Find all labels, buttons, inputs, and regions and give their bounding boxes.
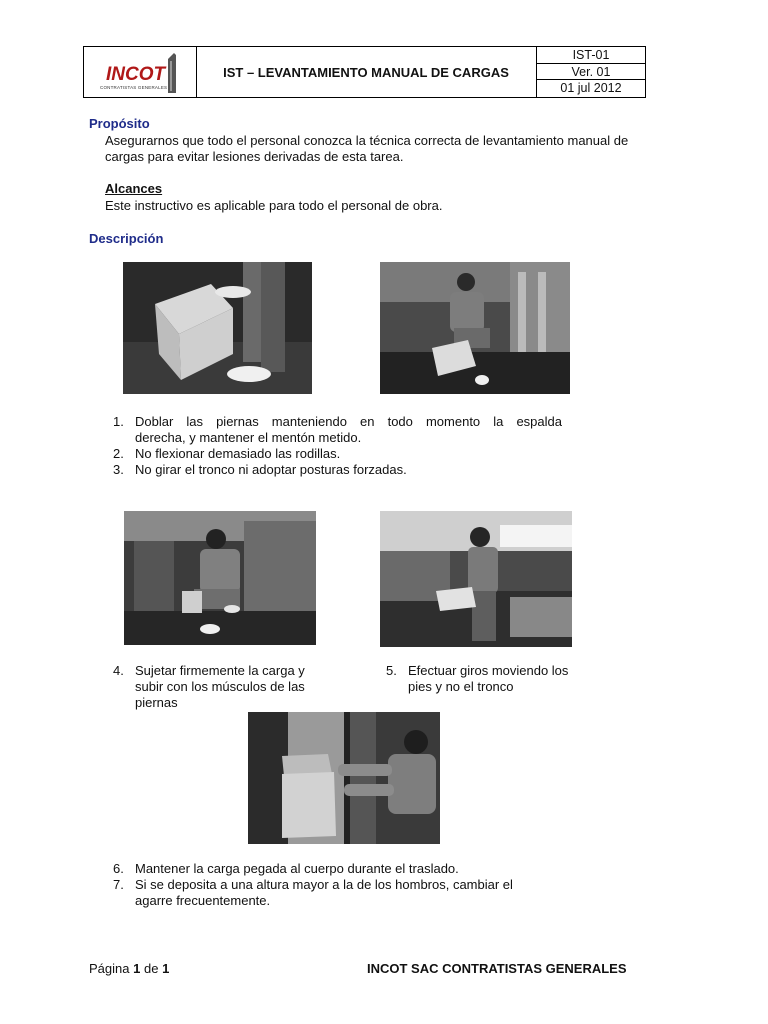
- logo-text: INCOT: [106, 64, 166, 85]
- step-number: 6.: [113, 861, 124, 876]
- photo-man-turning: [380, 511, 572, 647]
- document-version: Ver. 01: [537, 64, 645, 81]
- proposito-line-1: Asegurarnos que todo el personal conozca la técnica correcta de levantamiento manual de: [105, 133, 629, 148]
- step-number: 7.: [113, 877, 124, 892]
- photo-man-shelving: [248, 712, 440, 844]
- step-text: Efectuar giros moviendo los: [408, 663, 569, 678]
- logo-tower-icon: [164, 53, 180, 93]
- document-code: IST-01: [537, 47, 645, 64]
- document-meta: [537, 47, 645, 97]
- photo-box-on-floor: [123, 262, 312, 394]
- step-text: Si se deposita a una altura mayor a la de los hombros, cambiar el: [135, 877, 513, 892]
- page-label: Página: [89, 961, 130, 976]
- step-text: pies y no el tronco: [408, 679, 514, 694]
- step-text: No flexionar demasiado las rodillas.: [135, 446, 341, 461]
- logo-subtext: CONTRATISTAS GENERALES: [100, 85, 168, 90]
- list-item: [107, 861, 567, 877]
- step-text: agarre frecuentemente.: [135, 893, 271, 908]
- proposito-line-2: cargas para evitar lesiones derivadas de esta tarea.: [105, 149, 404, 164]
- document-date: 01 jul 2012: [560, 81, 622, 96]
- document-header: [83, 46, 646, 98]
- alcances-text: Este instructivo es aplicable para todo el personal de obra.: [105, 198, 443, 213]
- step-number: 3.: [113, 462, 124, 477]
- step-text: subir con los músculos de las: [135, 679, 305, 694]
- steps-list-1: [107, 414, 562, 478]
- step-text: piernas: [135, 695, 178, 710]
- list-item: [380, 663, 610, 695]
- step-text: Sujetar firmemente la carga y: [135, 663, 305, 678]
- step-number: 5.: [386, 663, 397, 678]
- list-item: [107, 446, 562, 462]
- alcances-heading: Alcances: [105, 181, 163, 196]
- proposito-heading: Propósito: [89, 116, 150, 131]
- step-text: Mantener la carga pegada al cuerpo durante el traslado.: [135, 861, 459, 876]
- step-text: derecha, y mantener el mentón metido.: [135, 430, 362, 445]
- step-text: Doblar las piernas manteniendo en todo momento la espalda: [135, 414, 562, 429]
- descripcion-heading: Descripción: [89, 231, 164, 246]
- logo: [84, 47, 197, 97]
- page-current: 1: [133, 961, 141, 976]
- steps-list-6: [107, 861, 567, 909]
- photo-man-lifting: [124, 511, 316, 645]
- steps-list-5: [380, 663, 610, 695]
- steps-list-4: [107, 663, 337, 711]
- list-item: [107, 663, 337, 711]
- footer-company: INCOT SAC CONTRATISTAS GENERALES: [367, 961, 627, 976]
- list-item: [107, 414, 562, 446]
- photo-man-squatting: [380, 262, 570, 394]
- page-total: 1: [162, 961, 170, 976]
- step-text: No girar el tronco ni adoptar posturas forzadas.: [135, 462, 407, 477]
- step-number: 1.: [113, 414, 124, 429]
- list-item: [107, 462, 562, 478]
- document-title: IST – LEVANTAMIENTO MANUAL DE CARGAS: [196, 47, 537, 97]
- page-of: de: [143, 961, 159, 976]
- step-number: 2.: [113, 446, 124, 461]
- page-number: [89, 961, 169, 976]
- step-number: 4.: [113, 663, 124, 678]
- list-item: [107, 877, 567, 909]
